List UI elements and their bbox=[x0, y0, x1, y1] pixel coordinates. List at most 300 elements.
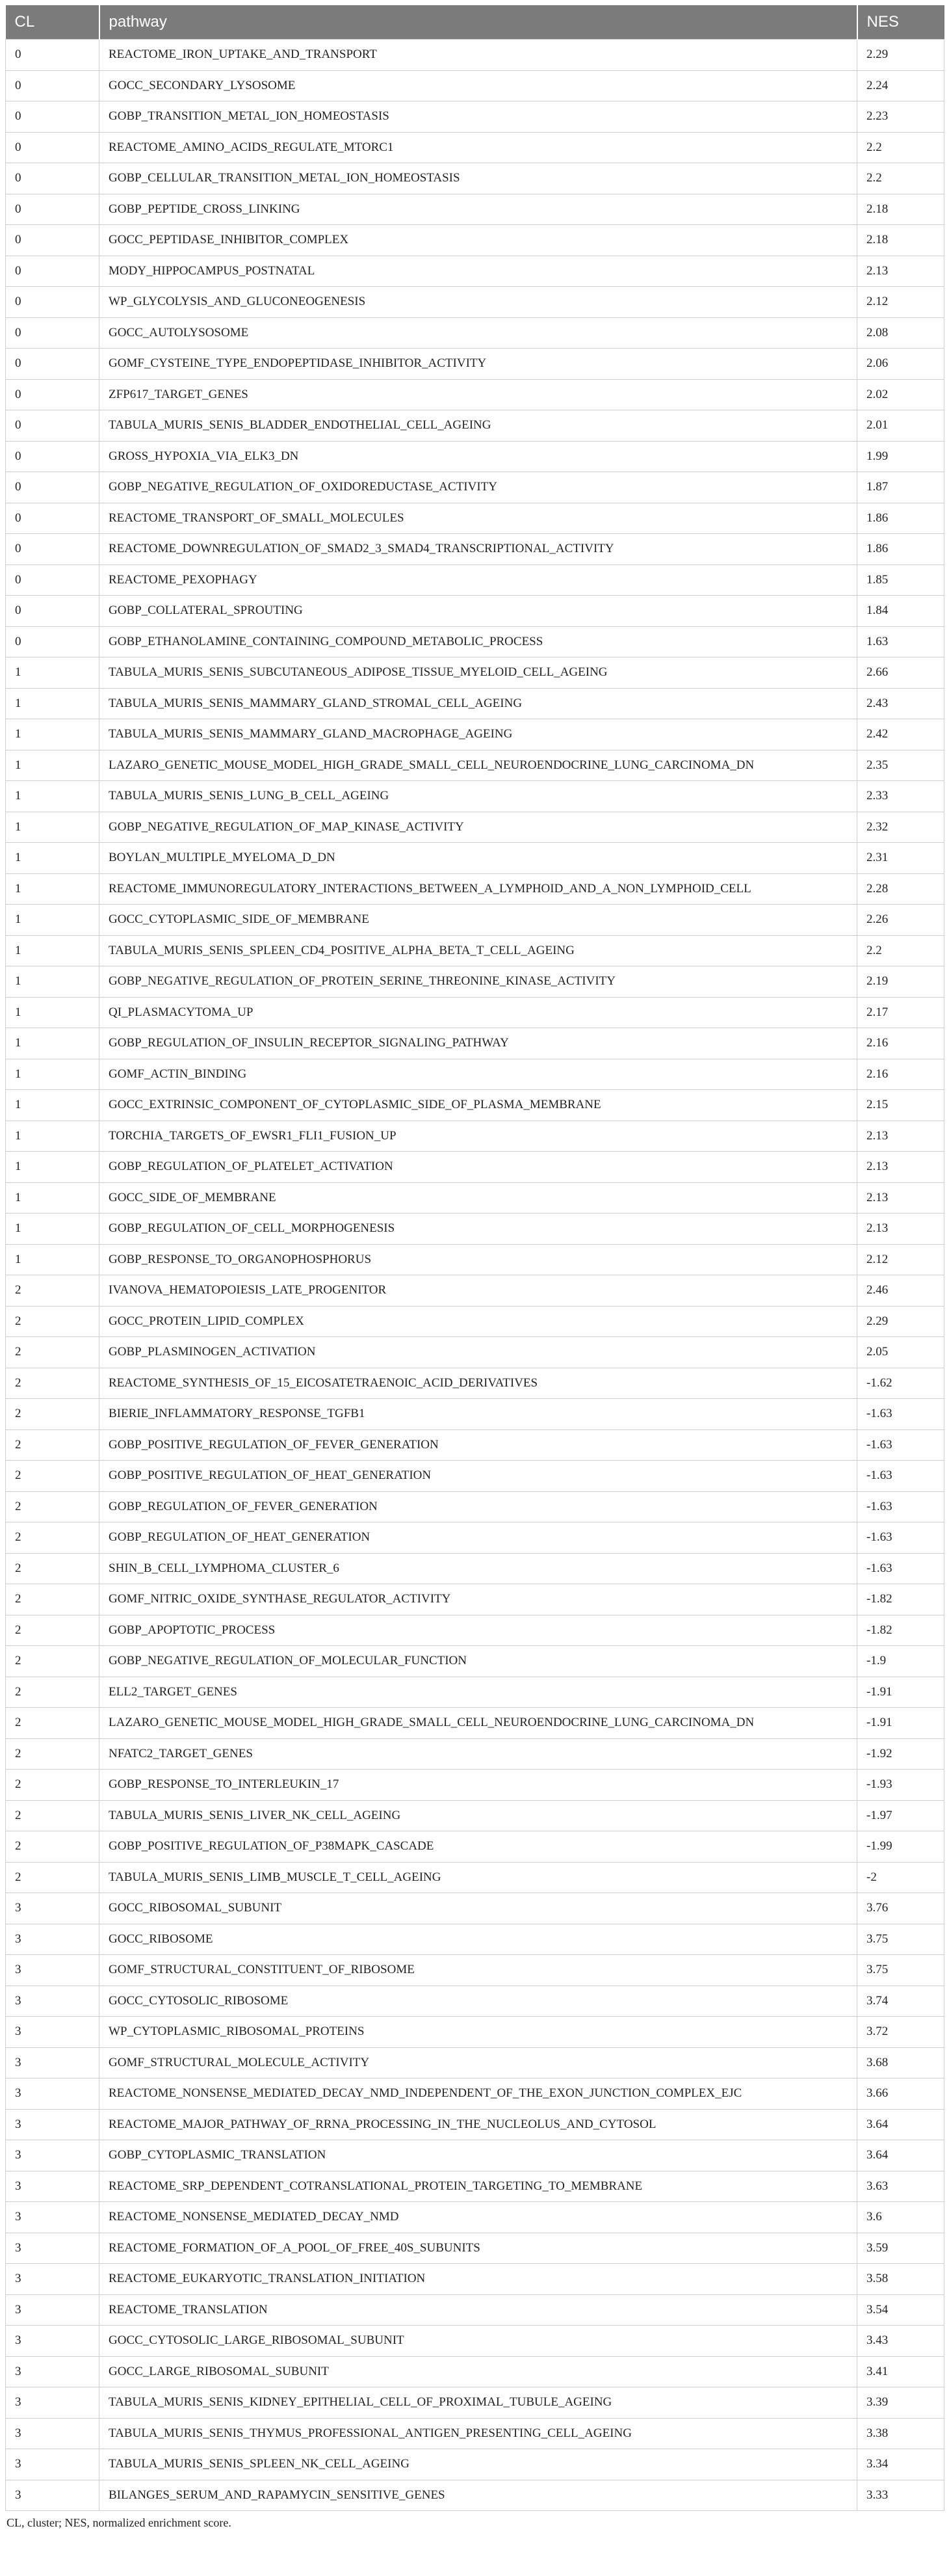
cell-cl: 3 bbox=[6, 1893, 99, 1924]
cell-nes: 3.59 bbox=[857, 2233, 944, 2264]
cell-cl: 2 bbox=[6, 1522, 99, 1554]
cell-cl: 2 bbox=[6, 1862, 99, 1893]
table-row bbox=[6, 2233, 944, 2264]
cell-nes: 2.08 bbox=[857, 317, 944, 349]
cell-nes: 2.13 bbox=[857, 1152, 944, 1183]
cell-pathway: REACTOME_EUKARYOTIC_TRANSLATION_INITIATION bbox=[99, 2264, 857, 2295]
cell-nes: 2.13 bbox=[857, 1121, 944, 1152]
cell-cl: 1 bbox=[6, 1059, 99, 1090]
cell-pathway: REACTOME_AMINO_ACIDS_REGULATE_MTORC1 bbox=[99, 132, 857, 163]
cell-nes: 3.39 bbox=[857, 2387, 944, 2419]
cell-cl: 3 bbox=[6, 2387, 99, 2419]
cell-pathway: GOCC_AUTOLYSOSOME bbox=[99, 317, 857, 349]
cell-cl: 1 bbox=[6, 997, 99, 1028]
table-row bbox=[6, 2140, 944, 2171]
cell-nes: -1.63 bbox=[857, 1553, 944, 1584]
table-row bbox=[6, 1893, 944, 1924]
cell-cl: 3 bbox=[6, 2480, 99, 2511]
header-cl: CL bbox=[6, 5, 99, 40]
table-row bbox=[6, 1214, 944, 1245]
header-row bbox=[6, 5, 944, 40]
table-row bbox=[6, 256, 944, 287]
table-row bbox=[6, 1275, 944, 1307]
cell-cl: 0 bbox=[6, 596, 99, 627]
cell-nes: 3.75 bbox=[857, 1924, 944, 1955]
cell-pathway: REACTOME_SYNTHESIS_OF_15_EICOSATETRAENOIC_ACID_DERIVATIVES bbox=[99, 1368, 857, 1399]
cell-pathway: SHIN_B_CELL_LYMPHOMA_CLUSTER_6 bbox=[99, 1553, 857, 1584]
cell-pathway: REACTOME_NONSENSE_MEDIATED_DECAY_NMD_INDEPENDENT_OF_THE_EXON_JUNCTION_COMPLEX_EJC bbox=[99, 2078, 857, 2110]
cell-nes: 1.87 bbox=[857, 472, 944, 503]
table-row bbox=[6, 1831, 944, 1863]
cell-nes: 2.31 bbox=[857, 843, 944, 874]
cell-nes: 3.66 bbox=[857, 2078, 944, 2110]
cell-cl: 1 bbox=[6, 935, 99, 966]
cell-cl: 2 bbox=[6, 1553, 99, 1584]
table-row bbox=[6, 2171, 944, 2202]
table-row bbox=[6, 2418, 944, 2449]
cell-pathway: NFATC2_TARGET_GENES bbox=[99, 1738, 857, 1770]
cell-nes: 1.99 bbox=[857, 441, 944, 472]
cell-pathway: GOBP_CELLULAR_TRANSITION_METAL_ION_HOMEOSTASIS bbox=[99, 163, 857, 194]
cell-nes: -1.63 bbox=[857, 1429, 944, 1461]
cell-nes: 2.01 bbox=[857, 410, 944, 442]
cell-cl: 0 bbox=[6, 441, 99, 472]
cell-cl: 3 bbox=[6, 2356, 99, 2387]
cell-cl: 1 bbox=[6, 657, 99, 689]
table-row bbox=[6, 1399, 944, 1430]
table-row bbox=[6, 1522, 944, 1554]
cell-pathway: REACTOME_TRANSPORT_OF_SMALL_MOLECULES bbox=[99, 503, 857, 534]
table-row bbox=[6, 1059, 944, 1090]
table-row bbox=[6, 688, 944, 719]
cell-nes: 2.13 bbox=[857, 1182, 944, 1214]
cell-nes: 2.28 bbox=[857, 873, 944, 905]
cell-nes: 2.16 bbox=[857, 1059, 944, 1090]
cell-pathway: GOCC_SECONDARY_LYSOSOME bbox=[99, 70, 857, 101]
table-row bbox=[6, 132, 944, 163]
cell-pathway: GOCC_CYTOSOLIC_RIBOSOME bbox=[99, 1985, 857, 2017]
table-row bbox=[6, 812, 944, 843]
cell-nes: 2.33 bbox=[857, 781, 944, 812]
cell-cl: 3 bbox=[6, 2264, 99, 2295]
cell-nes: 3.68 bbox=[857, 2047, 944, 2078]
cell-nes: 2.2 bbox=[857, 935, 944, 966]
cell-nes: 3.54 bbox=[857, 2294, 944, 2326]
cell-pathway: TABULA_MURIS_SENIS_BLADDER_ENDOTHELIAL_CELL_AGEING bbox=[99, 410, 857, 442]
table-row bbox=[6, 441, 944, 472]
cell-cl: 3 bbox=[6, 2326, 99, 2357]
cell-nes: 2.12 bbox=[857, 1244, 944, 1275]
cell-cl: 3 bbox=[6, 2017, 99, 2048]
cell-pathway: GOCC_EXTRINSIC_COMPONENT_OF_CYTOPLASMIC_SIDE_OF_PLASMA_MEMBRANE bbox=[99, 1090, 857, 1121]
cell-nes: 2.29 bbox=[857, 1306, 944, 1337]
table-row bbox=[6, 2294, 944, 2326]
cell-nes: 1.63 bbox=[857, 626, 944, 657]
cell-cl: 1 bbox=[6, 1214, 99, 1245]
cell-cl: 1 bbox=[6, 688, 99, 719]
cell-nes: 1.85 bbox=[857, 564, 944, 596]
cell-pathway: TABULA_MURIS_SENIS_LIVER_NK_CELL_AGEING bbox=[99, 1800, 857, 1831]
table-row bbox=[6, 1553, 944, 1584]
cell-nes: 2.16 bbox=[857, 1028, 944, 1059]
pathway-table bbox=[5, 5, 944, 2511]
cell-pathway: GOCC_LARGE_RIBOSOMAL_SUBUNIT bbox=[99, 2356, 857, 2387]
table-row bbox=[6, 379, 944, 410]
cell-pathway: GOCC_SIDE_OF_MEMBRANE bbox=[99, 1182, 857, 1214]
cell-cl: 2 bbox=[6, 1646, 99, 1677]
cell-cl: 0 bbox=[6, 349, 99, 380]
cell-pathway: GOBP_APOPTOTIC_PROCESS bbox=[99, 1615, 857, 1646]
table-row bbox=[6, 1182, 944, 1214]
cell-nes: 3.38 bbox=[857, 2418, 944, 2449]
cell-nes: 2.2 bbox=[857, 132, 944, 163]
cell-pathway: GOMF_CYSTEINE_TYPE_ENDOPEPTIDASE_INHIBITOR_ACTIVITY bbox=[99, 349, 857, 380]
cell-nes: 3.63 bbox=[857, 2171, 944, 2202]
cell-pathway: GOCC_CYTOSOLIC_LARGE_RIBOSOMAL_SUBUNIT bbox=[99, 2326, 857, 2357]
cell-pathway: GOBP_REGULATION_OF_FEVER_GENERATION bbox=[99, 1491, 857, 1522]
table-row bbox=[6, 2202, 944, 2233]
cell-cl: 3 bbox=[6, 2047, 99, 2078]
table-row bbox=[6, 349, 944, 380]
cell-pathway: GOBP_ETHANOLAMINE_CONTAINING_COMPOUND_METABOLIC_PROCESS bbox=[99, 626, 857, 657]
cell-pathway: TABULA_MURIS_SENIS_KIDNEY_EPITHELIAL_CELL_OF_PROXIMAL_TUBULE_AGEING bbox=[99, 2387, 857, 2419]
cell-nes: 2.66 bbox=[857, 657, 944, 689]
cell-pathway: GOBP_CYTOPLASMIC_TRANSLATION bbox=[99, 2140, 857, 2171]
cell-nes: 2.15 bbox=[857, 1090, 944, 1121]
cell-nes: -2 bbox=[857, 1862, 944, 1893]
cell-nes: 3.58 bbox=[857, 2264, 944, 2295]
cell-cl: 3 bbox=[6, 2109, 99, 2140]
table-row bbox=[6, 1429, 944, 1461]
cell-pathway: GOBP_TRANSITION_METAL_ION_HOMEOSTASIS bbox=[99, 101, 857, 133]
table-row bbox=[6, 626, 944, 657]
cell-cl: 0 bbox=[6, 194, 99, 225]
cell-cl: 1 bbox=[6, 873, 99, 905]
cell-nes: 1.84 bbox=[857, 596, 944, 627]
cell-cl: 2 bbox=[6, 1491, 99, 1522]
cell-nes: -1.63 bbox=[857, 1399, 944, 1430]
cell-nes: 3.64 bbox=[857, 2140, 944, 2171]
table-row bbox=[6, 1708, 944, 1739]
cell-cl: 0 bbox=[6, 626, 99, 657]
cell-pathway: GOMF_NITRIC_OXIDE_SYNTHASE_REGULATOR_ACTIVITY bbox=[99, 1584, 857, 1615]
cell-nes: -1.93 bbox=[857, 1770, 944, 1801]
cell-pathway: REACTOME_FORMATION_OF_A_POOL_OF_FREE_40S_SUBUNITS bbox=[99, 2233, 857, 2264]
cell-nes: 1.86 bbox=[857, 503, 944, 534]
table-row bbox=[6, 1770, 944, 1801]
cell-pathway: GOBP_RESPONSE_TO_INTERLEUKIN_17 bbox=[99, 1770, 857, 1801]
table-row bbox=[6, 2356, 944, 2387]
table-row bbox=[6, 2326, 944, 2357]
table-row bbox=[6, 287, 944, 318]
cell-pathway: TABULA_MURIS_SENIS_LIMB_MUSCLE_T_CELL_AGEING bbox=[99, 1862, 857, 1893]
cell-pathway: GOBP_REGULATION_OF_PLATELET_ACTIVATION bbox=[99, 1152, 857, 1183]
cell-nes: 2.24 bbox=[857, 70, 944, 101]
cell-cl: 1 bbox=[6, 905, 99, 936]
cell-pathway: LAZARO_GENETIC_MOUSE_MODEL_HIGH_GRADE_SMALL_CELL_NEUROENDOCRINE_LUNG_CARCINOMA_DN bbox=[99, 1708, 857, 1739]
cell-pathway: GOCC_CYTOPLASMIC_SIDE_OF_MEMBRANE bbox=[99, 905, 857, 936]
table-row bbox=[6, 1646, 944, 1677]
cell-pathway: GOCC_PROTEIN_LIPID_COMPLEX bbox=[99, 1306, 857, 1337]
table-row bbox=[6, 596, 944, 627]
cell-nes: 3.72 bbox=[857, 2017, 944, 2048]
cell-nes: -1.63 bbox=[857, 1522, 944, 1554]
cell-pathway: GOBP_NEGATIVE_REGULATION_OF_MOLECULAR_FUNCTION bbox=[99, 1646, 857, 1677]
cell-cl: 3 bbox=[6, 1924, 99, 1955]
cell-cl: 1 bbox=[6, 812, 99, 843]
cell-cl: 2 bbox=[6, 1738, 99, 1770]
table-container bbox=[5, 5, 944, 2530]
cell-nes: -1.9 bbox=[857, 1646, 944, 1677]
cell-pathway: TABULA_MURIS_SENIS_THYMUS_PROFESSIONAL_ANTIGEN_PRESENTING_CELL_AGEING bbox=[99, 2418, 857, 2449]
cell-nes: -1.82 bbox=[857, 1584, 944, 1615]
cell-cl: 3 bbox=[6, 2140, 99, 2171]
cell-cl: 1 bbox=[6, 1152, 99, 1183]
cell-pathway: REACTOME_TRANSLATION bbox=[99, 2294, 857, 2326]
cell-pathway: TABULA_MURIS_SENIS_SUBCUTANEOUS_ADIPOSE_TISSUE_MYELOID_CELL_AGEING bbox=[99, 657, 857, 689]
cell-cl: 1 bbox=[6, 1244, 99, 1275]
cell-nes: -1.92 bbox=[857, 1738, 944, 1770]
table-row bbox=[6, 194, 944, 225]
cell-cl: 1 bbox=[6, 1182, 99, 1214]
cell-cl: 1 bbox=[6, 966, 99, 998]
cell-nes: 3.64 bbox=[857, 2109, 944, 2140]
cell-nes: 3.6 bbox=[857, 2202, 944, 2233]
cell-pathway: GOBP_REGULATION_OF_HEAT_GENERATION bbox=[99, 1522, 857, 1554]
cell-pathway: GOCC_PEPTIDASE_INHIBITOR_COMPLEX bbox=[99, 225, 857, 256]
cell-nes: -1.62 bbox=[857, 1368, 944, 1399]
table-row bbox=[6, 2078, 944, 2110]
cell-pathway: REACTOME_NONSENSE_MEDIATED_DECAY_NMD bbox=[99, 2202, 857, 2233]
cell-pathway: GOBP_REGULATION_OF_INSULIN_RECEPTOR_SIGNALING_PATHWAY bbox=[99, 1028, 857, 1059]
cell-nes: 2.26 bbox=[857, 905, 944, 936]
cell-pathway: GOMF_ACTIN_BINDING bbox=[99, 1059, 857, 1090]
cell-pathway: GOBP_REGULATION_OF_CELL_MORPHOGENESIS bbox=[99, 1214, 857, 1245]
cell-cl: 1 bbox=[6, 843, 99, 874]
cell-pathway: BIERIE_INFLAMMATORY_RESPONSE_TGFB1 bbox=[99, 1399, 857, 1430]
cell-cl: 3 bbox=[6, 1985, 99, 2017]
table-row bbox=[6, 2264, 944, 2295]
table-row bbox=[6, 101, 944, 133]
cell-cl: 0 bbox=[6, 410, 99, 442]
cell-nes: -1.63 bbox=[857, 1461, 944, 1492]
cell-nes: 2.18 bbox=[857, 225, 944, 256]
cell-nes: 2.13 bbox=[857, 1214, 944, 1245]
cell-pathway: GOBP_NEGATIVE_REGULATION_OF_MAP_KINASE_ACTIVITY bbox=[99, 812, 857, 843]
cell-pathway: REACTOME_DOWNREGULATION_OF_SMAD2_3_SMAD4_TRANSCRIPTIONAL_ACTIVITY bbox=[99, 534, 857, 565]
table-row bbox=[6, 1800, 944, 1831]
cell-pathway: TABULA_MURIS_SENIS_MAMMARY_GLAND_STROMAL_CELL_AGEING bbox=[99, 688, 857, 719]
cell-cl: 3 bbox=[6, 2449, 99, 2480]
cell-cl: 2 bbox=[6, 1429, 99, 1461]
cell-nes: 3.33 bbox=[857, 2480, 944, 2511]
table-row bbox=[6, 843, 944, 874]
cell-pathway: TABULA_MURIS_SENIS_LUNG_B_CELL_AGEING bbox=[99, 781, 857, 812]
table-row bbox=[6, 1924, 944, 1955]
cell-cl: 0 bbox=[6, 503, 99, 534]
cell-pathway: MODY_HIPPOCAMPUS_POSTNATAL bbox=[99, 256, 857, 287]
cell-pathway: GOBP_PLASMINOGEN_ACTIVATION bbox=[99, 1337, 857, 1368]
cell-cl: 0 bbox=[6, 564, 99, 596]
table-row bbox=[6, 2109, 944, 2140]
cell-pathway: ZFP617_TARGET_GENES bbox=[99, 379, 857, 410]
cell-cl: 3 bbox=[6, 2418, 99, 2449]
table-row bbox=[6, 472, 944, 503]
cell-cl: 2 bbox=[6, 1275, 99, 1307]
table-row bbox=[6, 317, 944, 349]
table-row bbox=[6, 905, 944, 936]
cell-nes: 2.12 bbox=[857, 287, 944, 318]
cell-pathway: BOYLAN_MULTIPLE_MYELOMA_D_DN bbox=[99, 843, 857, 874]
table-row bbox=[6, 1121, 944, 1152]
cell-cl: 0 bbox=[6, 163, 99, 194]
table-row bbox=[6, 534, 944, 565]
cell-cl: 2 bbox=[6, 1831, 99, 1863]
table-row bbox=[6, 1337, 944, 1368]
cell-nes: 2.05 bbox=[857, 1337, 944, 1368]
cell-nes: 2.2 bbox=[857, 163, 944, 194]
table-footnote: CL, cluster; NES, normalized enrichment score. bbox=[6, 2516, 231, 2529]
table-row bbox=[6, 1306, 944, 1337]
cell-cl: 0 bbox=[6, 101, 99, 133]
cell-pathway: GOBP_RESPONSE_TO_ORGANOPHOSPHORUS bbox=[99, 1244, 857, 1275]
cell-cl: 1 bbox=[6, 719, 99, 750]
table-row bbox=[6, 1491, 944, 1522]
cell-cl: 2 bbox=[6, 1306, 99, 1337]
cell-nes: 2.18 bbox=[857, 194, 944, 225]
cell-cl: 2 bbox=[6, 1461, 99, 1492]
cell-nes: -1.63 bbox=[857, 1491, 944, 1522]
cell-cl: 2 bbox=[6, 1337, 99, 1368]
cell-cl: 0 bbox=[6, 256, 99, 287]
cell-cl: 3 bbox=[6, 2202, 99, 2233]
cell-cl: 2 bbox=[6, 1708, 99, 1739]
cell-cl: 0 bbox=[6, 40, 99, 71]
table-row bbox=[6, 2449, 944, 2480]
cell-cl: 2 bbox=[6, 1800, 99, 1831]
cell-cl: 2 bbox=[6, 1677, 99, 1708]
table-row bbox=[6, 1985, 944, 2017]
cell-pathway: GOBP_NEGATIVE_REGULATION_OF_PROTEIN_SERINE_THREONINE_KINASE_ACTIVITY bbox=[99, 966, 857, 998]
cell-nes: 2.19 bbox=[857, 966, 944, 998]
cell-pathway: WP_GLYCOLYSIS_AND_GLUCONEOGENESIS bbox=[99, 287, 857, 318]
table-body bbox=[6, 40, 944, 2511]
table-row bbox=[6, 2047, 944, 2078]
table-row bbox=[6, 966, 944, 998]
cell-nes: 3.75 bbox=[857, 1955, 944, 1986]
cell-cl: 0 bbox=[6, 70, 99, 101]
table-row bbox=[6, 2480, 944, 2511]
cell-nes: 2.32 bbox=[857, 812, 944, 843]
cell-pathway: REACTOME_IMMUNOREGULATORY_INTERACTIONS_BETWEEN_A_LYMPHOID_AND_A_NON_LYMPHOID_CELL bbox=[99, 873, 857, 905]
cell-pathway: GOCC_RIBOSOME bbox=[99, 1924, 857, 1955]
cell-cl: 0 bbox=[6, 287, 99, 318]
cell-nes: 3.76 bbox=[857, 1893, 944, 1924]
cell-pathway: GOBP_POSITIVE_REGULATION_OF_FEVER_GENERATION bbox=[99, 1429, 857, 1461]
table-row bbox=[6, 1862, 944, 1893]
cell-nes: -1.99 bbox=[857, 1831, 944, 1863]
table-row bbox=[6, 1244, 944, 1275]
table-row bbox=[6, 1615, 944, 1646]
cell-pathway: BILANGES_SERUM_AND_RAPAMYCIN_SENSITIVE_GENES bbox=[99, 2480, 857, 2511]
table-row bbox=[6, 2017, 944, 2048]
table-row bbox=[6, 564, 944, 596]
cell-cl: 1 bbox=[6, 781, 99, 812]
cell-cl: 1 bbox=[6, 1028, 99, 1059]
cell-pathway: QI_PLASMACYTOMA_UP bbox=[99, 997, 857, 1028]
table-header bbox=[6, 5, 944, 40]
cell-cl: 2 bbox=[6, 1368, 99, 1399]
cell-pathway: GOMF_STRUCTURAL_MOLECULE_ACTIVITY bbox=[99, 2047, 857, 2078]
cell-pathway: TABULA_MURIS_SENIS_MAMMARY_GLAND_MACROPHAGE_AGEING bbox=[99, 719, 857, 750]
table-row bbox=[6, 1677, 944, 1708]
table-row bbox=[6, 1955, 944, 1986]
table-row bbox=[6, 1090, 944, 1121]
table-row bbox=[6, 1028, 944, 1059]
cell-pathway: REACTOME_PEXOPHAGY bbox=[99, 564, 857, 596]
table-row bbox=[6, 1461, 944, 1492]
cell-pathway: ELL2_TARGET_GENES bbox=[99, 1677, 857, 1708]
cell-cl: 3 bbox=[6, 2078, 99, 2110]
cell-nes: 2.02 bbox=[857, 379, 944, 410]
cell-cl: 2 bbox=[6, 1770, 99, 1801]
cell-nes: 2.29 bbox=[857, 40, 944, 71]
cell-cl: 1 bbox=[6, 1090, 99, 1121]
cell-cl: 0 bbox=[6, 317, 99, 349]
table-row bbox=[6, 70, 944, 101]
cell-pathway: TABULA_MURIS_SENIS_SPLEEN_NK_CELL_AGEING bbox=[99, 2449, 857, 2480]
header-pathway: pathway bbox=[99, 5, 857, 40]
cell-cl: 3 bbox=[6, 2233, 99, 2264]
cell-nes: 2.23 bbox=[857, 101, 944, 133]
cell-cl: 3 bbox=[6, 2171, 99, 2202]
cell-cl: 0 bbox=[6, 132, 99, 163]
cell-pathway: REACTOME_IRON_UPTAKE_AND_TRANSPORT bbox=[99, 40, 857, 71]
cell-pathway: GOBP_POSITIVE_REGULATION_OF_HEAT_GENERATION bbox=[99, 1461, 857, 1492]
cell-nes: 2.06 bbox=[857, 349, 944, 380]
cell-pathway: GOBP_COLLATERAL_SPROUTING bbox=[99, 596, 857, 627]
cell-cl: 1 bbox=[6, 750, 99, 781]
cell-pathway: GOCC_RIBOSOMAL_SUBUNIT bbox=[99, 1893, 857, 1924]
table-row bbox=[6, 781, 944, 812]
cell-nes: 2.13 bbox=[857, 256, 944, 287]
cell-pathway: TORCHIA_TARGETS_OF_EWSR1_FLI1_FUSION_UP bbox=[99, 1121, 857, 1152]
table-row bbox=[6, 935, 944, 966]
cell-nes: -1.82 bbox=[857, 1615, 944, 1646]
cell-nes: 3.34 bbox=[857, 2449, 944, 2480]
table-row bbox=[6, 997, 944, 1028]
cell-pathway: LAZARO_GENETIC_MOUSE_MODEL_HIGH_GRADE_SMALL_CELL_NEUROENDOCRINE_LUNG_CARCINOMA_DN bbox=[99, 750, 857, 781]
cell-nes: -1.91 bbox=[857, 1708, 944, 1739]
cell-nes: 3.41 bbox=[857, 2356, 944, 2387]
cell-cl: 2 bbox=[6, 1584, 99, 1615]
cell-nes: 2.35 bbox=[857, 750, 944, 781]
cell-cl: 0 bbox=[6, 225, 99, 256]
cell-pathway: GOBP_PEPTIDE_CROSS_LINKING bbox=[99, 194, 857, 225]
cell-cl: 0 bbox=[6, 534, 99, 565]
cell-nes: -1.97 bbox=[857, 1800, 944, 1831]
cell-nes: 3.43 bbox=[857, 2326, 944, 2357]
table-row bbox=[6, 1738, 944, 1770]
cell-nes: 2.42 bbox=[857, 719, 944, 750]
cell-nes: -1.91 bbox=[857, 1677, 944, 1708]
cell-pathway: GOBP_NEGATIVE_REGULATION_OF_OXIDOREDUCTASE_ACTIVITY bbox=[99, 472, 857, 503]
cell-cl: 1 bbox=[6, 1121, 99, 1152]
cell-cl: 2 bbox=[6, 1399, 99, 1430]
table-row bbox=[6, 873, 944, 905]
cell-pathway: WP_CYTOPLASMIC_RIBOSOMAL_PROTEINS bbox=[99, 2017, 857, 2048]
cell-pathway: GROSS_HYPOXIA_VIA_ELK3_DN bbox=[99, 441, 857, 472]
